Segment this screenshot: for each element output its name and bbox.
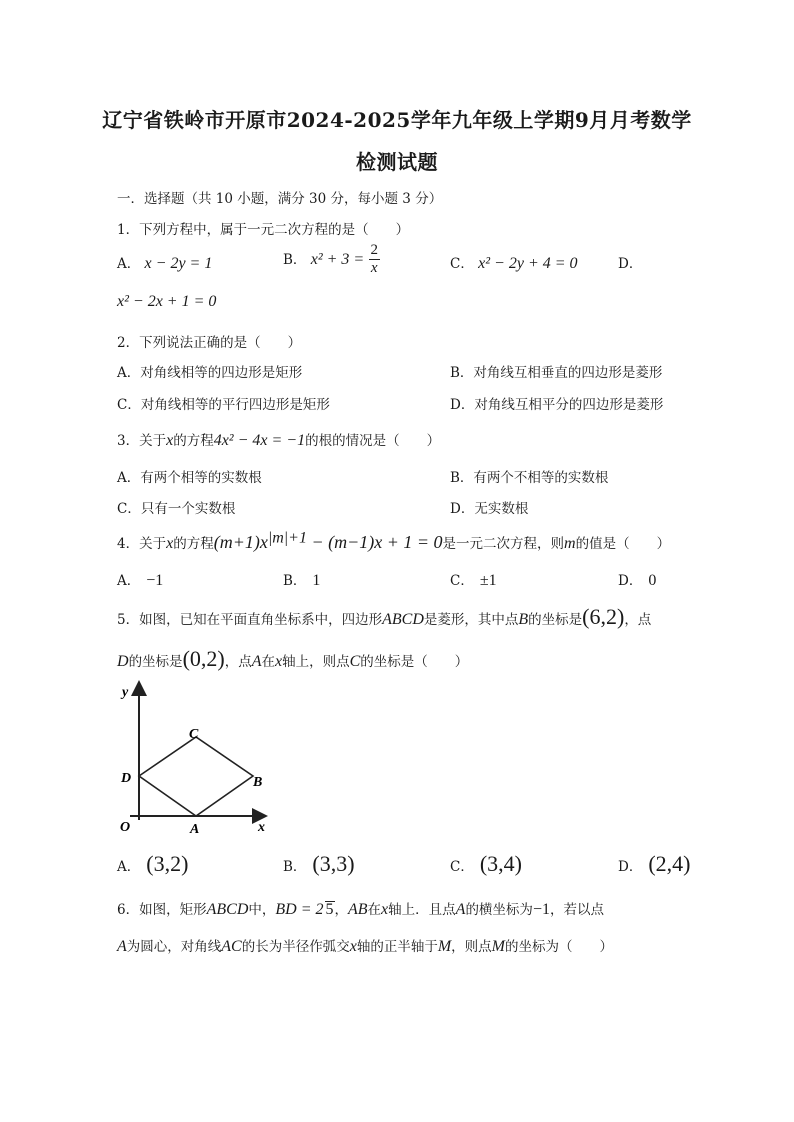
q3-option-a: A．有两个相等的实数根 xyxy=(117,470,262,486)
q3-stem-post: 的根的情况是（ ） xyxy=(305,433,441,449)
q5-l1-post: ，点 xyxy=(624,612,652,628)
q4-eq-exponent: |m|+1 xyxy=(267,529,307,547)
q4-stem xyxy=(117,529,671,553)
q4-b-text: 1 xyxy=(312,572,321,589)
q5-l1-mid2: 的坐标是 xyxy=(528,612,583,628)
q5-l2-e: 的坐标是（ ） xyxy=(360,654,469,670)
q6-m2: M xyxy=(491,938,505,955)
q6-l1-mid3: 在 xyxy=(367,902,382,918)
q3-stem-pre: 3．关于 xyxy=(117,433,167,449)
q2-stem: 2．下列说法正确的是（ ） xyxy=(117,335,302,351)
q2-option-d: D．对角线互相平分的四边形是菱形 xyxy=(450,397,664,413)
label-o: O xyxy=(120,820,131,835)
label-b: B xyxy=(253,775,263,790)
q5-b: B xyxy=(518,611,529,628)
q5-d-text: (2,4) xyxy=(648,851,691,876)
q1-stem: 1．下列方程中，属于一元二次方程的是（ ） xyxy=(117,222,410,238)
q6-ab: AB xyxy=(348,901,368,918)
q3-option-d: D．无实数根 xyxy=(450,501,529,517)
q6-sqrt5: 5 xyxy=(325,901,334,918)
q3-option-b: B．有两个不相等的实数根 xyxy=(450,470,609,486)
q5-l1-pre: 5．如图，已知在平面直角坐标系中，四边形 xyxy=(117,612,383,628)
q6-l1-post: ，若以点 xyxy=(549,902,604,918)
q2-option-a: A．对角线相等的四边形是矩形 xyxy=(117,365,303,381)
q3-option-c: C．只有一个实数根 xyxy=(117,501,236,517)
q4-stem-pre: 4．关于 xyxy=(117,536,167,552)
q5-option-b xyxy=(283,851,355,877)
label-c: C xyxy=(189,727,199,742)
q5-l2-c: 在 xyxy=(261,654,275,670)
q6-stem-line2 xyxy=(117,935,613,956)
q1-option-a xyxy=(117,252,212,273)
q6-l2-c: 的长为半径作弧交 xyxy=(241,939,350,955)
q4-d-text: 0 xyxy=(648,572,657,589)
q6-l2-d: 轴的正半轴于 xyxy=(356,939,438,955)
q4-c-text: ±1 xyxy=(479,572,497,589)
q5-l2-a: 的坐标是 xyxy=(128,654,183,670)
q2-option-c: C．对角线相等的平行四边形是矩形 xyxy=(117,397,330,413)
q3-stem-mid: 的方程 xyxy=(173,433,214,449)
q1-c-text: x² − 2y + 4 = 0 xyxy=(478,255,578,272)
q6-stem-line1 xyxy=(117,898,604,919)
q4-a-label: A． xyxy=(117,573,141,589)
q4-eq-part1: (m+1)x xyxy=(213,532,268,552)
q5-option-a xyxy=(117,851,188,877)
rhombus-abcd xyxy=(139,737,253,816)
q6-l2-x: x xyxy=(349,938,357,955)
q4-c-label: C． xyxy=(450,573,474,589)
q3-stem xyxy=(117,429,440,450)
q5-l2-b: ，点 xyxy=(224,654,252,670)
q4-var: x xyxy=(166,535,174,552)
q1-a-label: A． xyxy=(117,256,141,272)
q5-l1-mid: 是菱形，其中点 xyxy=(423,612,519,628)
q6-l1-mid2: ， xyxy=(334,902,348,918)
q6-l2-f: 的坐标为（ ） xyxy=(505,939,613,955)
q5-x: x xyxy=(275,653,283,670)
q5-rhombus-figure xyxy=(110,680,280,840)
q6-m: M xyxy=(437,938,452,955)
q4-option-d xyxy=(618,569,656,590)
q4-option-c xyxy=(450,569,497,590)
q4-eq-part2: − (m−1)x + 1 = 0 xyxy=(306,532,443,552)
q1-d-text: x² − 2x + 1 = 0 xyxy=(117,293,217,310)
q1-b-fraction xyxy=(369,242,381,277)
q1-option-c xyxy=(450,252,578,273)
q5-a: A xyxy=(251,653,262,670)
q6-a: A xyxy=(455,901,466,918)
q6-bd: BD = 2 xyxy=(275,901,324,918)
q3-equation: 4x² − 4x = −1 xyxy=(213,432,306,449)
page-title: 辽宁省铁岭市开原市2024-2025学年九年级上学期9月月考数学 xyxy=(102,108,692,132)
q5-c-text: (3,4) xyxy=(479,851,522,876)
q1-b-left: x² + 3 = xyxy=(310,251,365,268)
q6-l1-pre: 6．如图，矩形 xyxy=(117,902,207,918)
q4-stem-mid: 的方程 xyxy=(173,536,214,552)
q1-b-den: x xyxy=(370,260,378,276)
q6-x: x xyxy=(381,901,389,918)
q1-option-d xyxy=(117,293,216,311)
q6-ac: AC xyxy=(221,938,242,955)
q5-c: C xyxy=(349,653,361,670)
q5-d-coord: (0,2) xyxy=(182,646,225,671)
q5-b-coord: (6,2) xyxy=(582,604,625,629)
q4-stem-post1: 是一元二次方程，则 xyxy=(442,536,565,552)
q6-l2-e: ，则点 xyxy=(451,939,492,955)
q1-option-d-label: D． xyxy=(618,256,643,272)
q5-a-text: (3,2) xyxy=(146,851,189,876)
q5-abcd: ABCD xyxy=(382,611,424,628)
q4-var-m: m xyxy=(564,535,576,552)
q4-a-text: −1 xyxy=(146,572,164,589)
q5-b-label: B． xyxy=(283,859,307,875)
q5-option-d xyxy=(618,851,690,877)
q6-abcd: ABCD xyxy=(206,901,249,918)
q4-stem-post2: 的值是（ ） xyxy=(575,536,671,552)
q6-l1-mid: 中， xyxy=(248,902,276,918)
q6-l1-mid5: 的横坐标为 xyxy=(465,902,533,918)
q1-a-text: x − 2y = 1 xyxy=(144,255,213,272)
q2-option-b: B．对角线互相垂直的四边形是菱形 xyxy=(450,365,663,381)
q3-var: x xyxy=(166,432,174,449)
label-y: y xyxy=(122,685,129,700)
label-x: x xyxy=(258,820,265,835)
q1-b-label: B． xyxy=(283,252,307,268)
q5-b-text: (3,3) xyxy=(312,851,355,876)
q4-b-label: B． xyxy=(283,573,307,589)
q1-option-b xyxy=(283,243,380,278)
q6-l2-a: A xyxy=(117,938,127,955)
q6-l2-b: 为圆心，对角线 xyxy=(126,939,222,955)
q5-a-label: A． xyxy=(117,859,141,875)
label-a: A xyxy=(190,822,200,837)
q5-option-c xyxy=(450,851,522,877)
q1-c-label: C． xyxy=(450,256,474,272)
q5-stem-line1 xyxy=(117,604,651,630)
q5-c-label: C． xyxy=(450,859,474,875)
q4-d-label: D． xyxy=(618,573,643,589)
label-d: D xyxy=(121,771,132,786)
q5-d-label: D． xyxy=(618,859,643,875)
q6-l1-mid4: 轴上．且点 xyxy=(388,902,456,918)
q6-neg1: −1 xyxy=(532,901,550,918)
q1-b-num: 2 xyxy=(370,242,379,258)
q5-d: D xyxy=(117,653,129,670)
page-subtitle: 检测试题 xyxy=(356,150,438,174)
q5-stem-line2 xyxy=(117,646,468,672)
section-heading: 一．选择题（共 10 小题，满分 30 分，每小题 3 分） xyxy=(117,191,443,207)
q4-option-a xyxy=(117,569,163,590)
q4-option-b xyxy=(283,569,320,590)
q5-l2-d: 轴上，则点 xyxy=(282,654,350,670)
